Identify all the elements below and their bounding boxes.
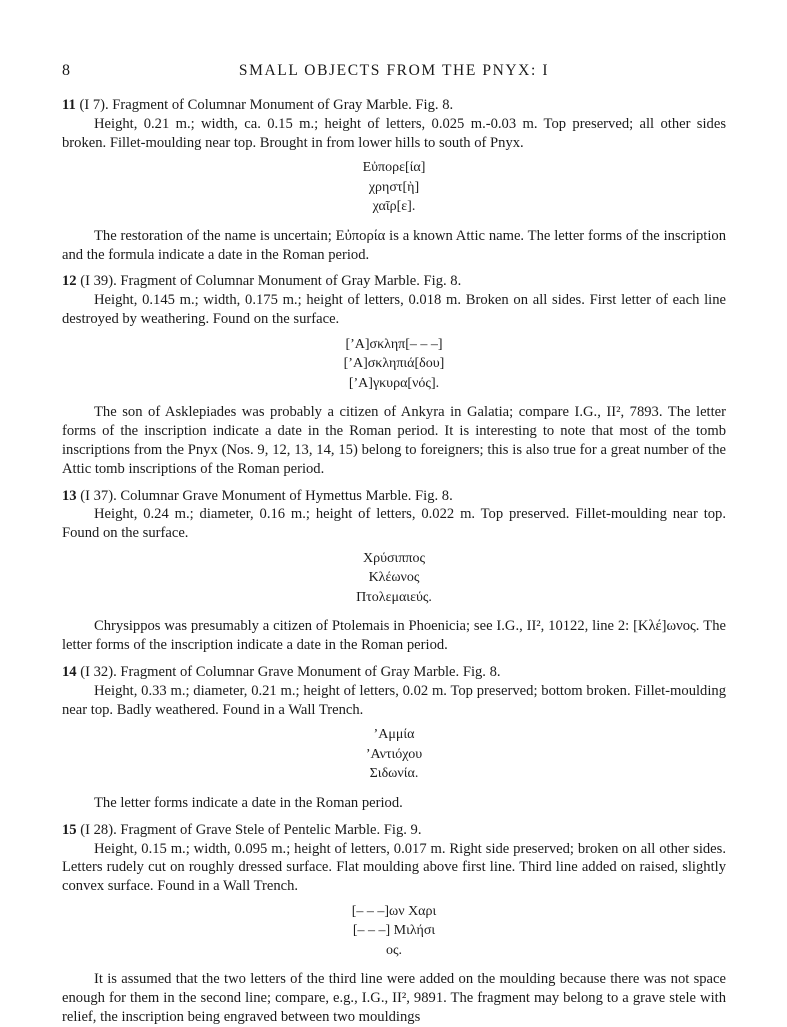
entry-heading [62, 487, 726, 506]
entry-title: (I 28). Fragment of Grave Stele of Pentelic Marble. Fig. 9. [80, 821, 422, 838]
entry-title: (I 37). Columnar Grave Monument of Hymettus Marble. Fig. 8. [80, 487, 453, 504]
entry-commentary: The restoration of the name is uncertain; Εὐπορία is a known Attic name. The letter forms of the inscription and the formula indicate a date in the Roman period. [62, 227, 726, 263]
inscription-line: [ʼΑ]γκυρα[νός]. [348, 375, 440, 391]
inscription-line: Πτολεμαιεύς. [356, 589, 432, 605]
catalogue-entry [62, 272, 726, 478]
inscription-line: [– – –]ων Χαρι [351, 903, 437, 919]
entry-title: (I 32). Fragment of Columnar Grave Monument of Gray Marble. Fig. 8. [80, 664, 501, 681]
catalogue-entry [62, 663, 726, 813]
inscription-line: [– – –] Μιλήσι [352, 923, 436, 939]
inscription-line: [ʼΑ]σκληπ[– – –] [345, 336, 443, 352]
inscription-line: χαῖρ[ε]. [372, 199, 416, 215]
inscription-text [62, 158, 726, 217]
inscription-line: ος. [385, 942, 403, 958]
inscription-line: Εὐπορε[ία] [362, 160, 426, 176]
entry-number: 14 [62, 664, 77, 681]
page-header [62, 58, 726, 82]
catalogue-entry [62, 96, 726, 264]
inscription-line: χρηστ[ὴ] [368, 179, 420, 195]
inscription-line: [ʼΑ]σκληπιά[δου] [343, 356, 445, 372]
entry-description: Height, 0.21 m.; width, ca. 0.15 m.; height of letters, 0.025 m.-0.03 m. Top preserved; all other sides broken. Fillet-moulding near top. Brought in from lower hills to south of Pnyx. [62, 115, 726, 151]
entry-description: Height, 0.15 m.; width, 0.095 m.; height of letters, 0.017 m. Right side preserved; broken on all other sides. Letters rudely cut on roughly dressed surface. Flat moulding above first line. Third line added on raised, slightly convex surface. Found in a Wall Trench. [62, 840, 726, 895]
entry-commentary: It is assumed that the two letters of the third line were added on the moulding because there was not space enough for them in the second line; compare, e.g., I.G., II², 9891. The fragment may belong to a grave stele with relief, the inscription being engraved between two mouldings [62, 971, 726, 1026]
running-head: SMALL OBJECTS FROM THE PNYX: I [238, 62, 550, 79]
entry-commentary: The son of Asklepiades was probably a citizen of Ankyra in Galatia; compare I.G., II², 7893. The letter forms of the inscription indicate a date in the Roman period. It is interesting to note that most of the tomb inscriptions from the Pnyx (Nos. 9, 12, 13, 14, 15) belong to foreigners; this is also true for a great number of the Attic tomb inscriptions of the Roman period. [62, 404, 726, 477]
inscription-line: Κλέωνος [368, 570, 420, 586]
entry-heading [62, 663, 726, 682]
entry-number: 15 [62, 821, 77, 838]
entry-heading [62, 821, 726, 840]
entry-number: 11 [62, 97, 76, 113]
catalogue-entry [62, 821, 726, 1027]
entry-commentary: Chrysippos was presumably a citizen of Ptolemais in Phoenicia; see I.G., II², 10122, line 2: [Κλέ]ωνος. The letter forms of the inscription indicate a date in the Roman period. [62, 618, 726, 654]
inscription-text [62, 549, 726, 608]
page-number: 8 [62, 62, 70, 79]
inscription-text [62, 902, 726, 961]
inscription-line: ʼΑντιόχου [365, 746, 423, 762]
catalogue-entry [62, 487, 726, 655]
entry-number: 12 [62, 273, 77, 290]
inscription-text [62, 725, 726, 784]
inscription-line: Σιδωνία. [369, 766, 419, 782]
inscription-line: ʼΑμμία [373, 727, 415, 743]
entry-heading [62, 96, 726, 115]
page [62, 58, 726, 1027]
entry-description: Height, 0.145 m.; width, 0.175 m.; height of letters, 0.018 m. Broken on all sides. First letter of each line destroyed by weathering. Found on the surface. [62, 292, 726, 328]
entry-description: Height, 0.24 m.; diameter, 0.16 m.; height of letters, 0.022 m. Top preserved. Fillet-moulding near top. Found on the surface. [62, 506, 726, 542]
entry-heading [62, 272, 726, 291]
entry-title: (I 7). Fragment of Columnar Monument of Gray Marble. Fig. 8. [79, 97, 454, 113]
entry-description: Height, 0.33 m.; diameter, 0.21 m.; height of letters, 0.02 m. Top preserved; bottom broken. Fillet-moulding near top. Badly weathered. Found in a Wall Trench. [62, 682, 726, 718]
inscription-line: Χρύσιππος [362, 550, 426, 566]
entry-title: (I 39). Fragment of Columnar Monument of Gray Marble. Fig. 8. [80, 273, 462, 290]
entry-commentary: The letter forms indicate a date in the Roman period. [94, 794, 403, 811]
inscription-text [62, 335, 726, 394]
entry-number: 13 [62, 487, 77, 504]
